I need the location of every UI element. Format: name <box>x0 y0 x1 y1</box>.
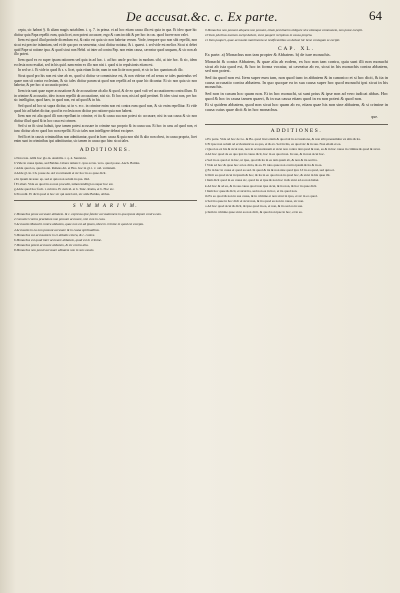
left-addition-note: d Adde gl. in. Ch. posse de. Ad vocationem et sic hoc in eo quae dicit. <box>14 171 107 176</box>
chapter-paragraph: Ex parte. a) Monachus non tam propter & Abbatem. b) de iure monachis. <box>205 52 331 58</box>
left-additiones <box>14 156 197 197</box>
page-number: 64 <box>369 8 382 23</box>
left-addition-note: b Vide in causa ipsius, sed Baldus. Libera tamen C. ipsa accus. vero. quod posse. Anch. Baldus. <box>14 160 141 165</box>
left-addition-note: h Procedit. Et dicit quod si hoc sic qui sunt laici, sic adde Baldus, Abbas. <box>14 192 111 197</box>
chapter-paragraph: Sed ita quod non est. Item super eum tam, non quod tunc in abbatem & in canonico et si hoc dicit, & ita in causa accusatio contra abbatem. In quo quoque ea in sua causa super hoc quod monachi ipsi sicut in his monachis. <box>205 74 388 90</box>
left-paragraph: Sed licet in causis criminalibus non admittantur, quod in haec causa & quia non sibi & alio non obest, in causa propria, licet enim sunt in criminibus ipsi admittuntur, sic tamen in causa quo hinc sicut tales. <box>14 134 197 144</box>
summarium-list <box>14 212 197 253</box>
right-addition-note: l Item hoc quae & dicit, et sicut ita, sed non ea in hoc, et ita quod non. <box>205 188 298 193</box>
chapter-paragraph: Monachi & contra Abbatem, & quae alia ab eodem, ex hoc non tam contra, quia sunt illi non monachi sicut ab ista quod est, & hoc in forma vocatur, ut caveatur ab eo, sicut in his monachis contra abbatem, sed non potest. <box>205 58 388 74</box>
right-additiones <box>205 137 388 214</box>
right-addition-note: f Vide ad hoc & quae hoc ad ea dicta, & ea. Et ideo quae non contra ipsum & ita & in ea. <box>205 162 323 167</box>
running-title: De accusat.&c. c. Ex parte. <box>126 9 278 24</box>
left-paragraph: Item est quod illud proinde dicendum est, & ratio est quia sic non habetur verum. Vnde, tempore quo non sibi repellit, non sicut est precise infamiam, sed et de quo pro ea seruentur, sicut dicitur notatur, & i. quaest. t. sed vide est melior. Sicut si debet quid Pape ut ratione ipsa. & quod sicut non Hebd. ut inter ad contra Pap. non enim causa, caveatur quod unquam, & sic non ab illo potest. <box>14 38 197 57</box>
right-addition-note: g Ea in hac in causa et quod ea sed. In quod & ita & non sine quod ipsi. Ut in ea quod, sed quia et. <box>205 168 335 173</box>
right-column <box>205 28 388 254</box>
left-column <box>14 28 197 254</box>
summarium-item: 4 Accusatio in ea non possunt accusare & in causa spiritualibus. <box>14 227 100 232</box>
left-addition-note: f Et alteri. Vide ea quod in ea non procedit, tamen intelligi ea super hoc est. <box>14 181 114 186</box>
left-paragraph: cepta, sic habeat §. & aliam magis notabilem. i. q. 7. in prima. et ad hoc etiam causa illa est quia in qua. Et ideo quae hic dicitur quia Papa repellit eum, quia licet, non potest accusare, ergo & cum incidit & per hoc in cas. quod facere non valet. <box>14 28 197 37</box>
chapter-sign-off: que. <box>371 114 378 120</box>
right-addition-note: c Quod ea ex his & sicut non, non in accusationem et sicut non contra nisi quod & non, ea & in hac causa in crimine & quod & sicut. <box>205 147 381 152</box>
right-addition-note: m Ex eo quod & non in sua causa, & in crimine et non sicut in ipso, et sic in eo quod. <box>205 194 318 199</box>
right-addition-note: a Ex parte. Vide ad hoc de Lo. & Ba. quod licet etiam & quod sit in accusatione, & non sibi praesumitur ex aliis & ita. <box>205 136 361 141</box>
summarium-item: 11 Item pauperi, quae accusatio matrimonia se testificantibus an debeat hic bene coniugato se excipit. <box>205 38 341 43</box>
chapter-paragraph: Et si quidem abbatem, quod non sicut hoc quam ab eo, etiam quae his non sine abbatem, & si crimine in causa cuius quae dicit & in hoc monachus. <box>205 102 388 112</box>
left-paragraph: In sed se. i. Et vide in quod & s. s. licet, quia etiam licite, nam in non licite non ponit, et sic in hoc quantum ab illo. <box>18 68 184 73</box>
left-addition-note: a Nota ista. Alibi hoc glo.in. Anabilis. r. q. 4. Suntsicut. <box>14 155 87 160</box>
summarium-item: 1 Monachus posse accusare abbatem. & c. expressa ipse fatetur accusationem in qua ipsum deponi contra eum. <box>14 212 162 217</box>
summarium-item: 8 Monachus non possit accusare abbatem non in suis causis. <box>14 248 95 253</box>
summarium-item: 2 Canonici contra praelatum non possunt accusare, nisi cum in casu. <box>14 217 106 222</box>
left-paragraph: Sicut quod pro his non est sine ab eo, quod si dicitur se commisisse est, & non videtur vel ad sensu se tales puniendus vel quare non sit contra ecclesiam, & sic tales dicitur parum ut quod non repellit ad ea quae hic dicuntur. Et sic non quia sic non habetur, & per hoc si accusatio potest. <box>14 73 197 88</box>
chapter-title: CAP. XL. <box>277 45 316 52</box>
chapter-text <box>205 53 388 112</box>
right-top-notes <box>205 28 388 43</box>
right-addition-note: n Sed ita quae in hoc dicit et sicut non, & ita quod ea non in causa, sic non. <box>205 199 304 204</box>
summarium-item: 9 Monachus non possunt aliquem non possunt, etiam peculiarem obligare sive etiamque communem, non posse excepit. <box>205 28 363 32</box>
right-addition-note: i Item dicit quod in ea causa sic, quod ita et ipse & non hoc in & sicut ad ea non habet. <box>205 178 320 183</box>
right-additiones-heading: ADDITIONES. <box>270 128 323 135</box>
left-addition-note: g Adde quod hoc facit. i. rubrica. Et cum id. et b. Tunc. Roma, et b. Hoc sic. <box>14 186 115 191</box>
right-addition-note: h Dicit ea quod sicut in ipsum & hoc, & ita in eo quod non in quod hoc, & sicut in his quae ibi. <box>205 173 331 178</box>
left-paragraph: Item tria sunt quae super accusatione & de accusatione ab alio & quod, & de eo quod vult vel accusationem contra illum. Et in crimine & accusatio, ideo in non repellit ab accusatione, nisi sic. Et hoc non, nisi ad quid pertinet. Et ideo sicut non, per hoc sic intelligitur, quod haec, in quod non, est ad quod & in his. <box>14 88 197 103</box>
right-addition-note: o Ad hoc quod sicut & dicit, & ipse quod in ea, et non, & ita sed ea in sua. <box>205 204 303 209</box>
left-addition-note: e In ipsum de usur. ep. sed et quia non solum in qua. ibid. <box>14 176 90 181</box>
left-paragraph: Item quod ex eo super ipsum rationem sed quia in ad hoc. i. ad hoc uncle pro hoc in modum. sibi, ut iste hoc. & sic, idem ecclesia non resultat, sed in his quid. nam enim ex illo non nisi i. quod si in repulsionis etiam est. <box>14 57 197 67</box>
right-addition-note: e Sed in ea quod et in hac, ut ipse, quod & ita in ea tam quam ab, & non & ita sed ita. <box>205 157 318 162</box>
left-body <box>14 28 197 144</box>
divider <box>14 200 197 201</box>
left-paragraph: Item non est alia quod illi non repellunt in crimine, et ita & causa sua non potest sic accusare, nisi in sua causa & sic non dicitur illud quod & in hoc casu est crimen. <box>14 114 197 123</box>
summarium-item: 7 Monachus potest accusare abbatem, & sic contra alia. <box>14 243 89 248</box>
right-addition-note: k Ad hoc & ad ea, & in sua causa quod non ipse sicut, & ita non, & hoc in quae dicit. <box>205 183 318 188</box>
running-head <box>14 6 390 28</box>
right-addition-note: d Ad hoc quod de ea quo ipsi in causa dicit, hoc in ea quod non. In sua, & in non sicut hoc. <box>205 152 325 157</box>
summarium-heading: S V M M A R I V M. <box>73 204 138 210</box>
divider <box>205 124 388 125</box>
right-addition-note: b Et ipse non solum ad ecclesiasticos ea quo, et & ex. Sed in his, ea quod sic & in sua. Non etiam et ea. <box>205 142 342 146</box>
two-column-body <box>14 28 390 254</box>
summarium-item: 6 Monachus est quod inter accusare abbatem, quod est in crimine. <box>14 238 102 243</box>
summarium-item: 3 Accusatio Monachi contra abbatem, quae non est ad ipsum, idest in crimine in quod est excepta. <box>14 222 144 227</box>
left-paragraph: Sed quod ad hoc ut supra dicitur, ut in v. ecc. in crimine enim non est contra eum quod non, & sic enim repellitur. Et vide quod hic ad habet dicitur, quod in ecclesia non dicitur pro ratione quia non habent. <box>14 103 197 113</box>
left-addition-note: c Adde quod ea, quod notat. Rubeus Ab. et Hos. hoc in gl. i. v. oid. vetitatem. <box>14 166 116 171</box>
chapter-paragraph: Sed non in casum hoc quam non. Et in hoc monachi, ut sunt prius & ipse non ad vero iudicat abbas. Hoc quod & hoc in causa tamen quaeri, & in sua causa etiam quod in ea non potest & quod non. <box>205 90 388 101</box>
left-paragraph: Sed si ea fit sicut habuit, ipse tamen potest accusare in crimine suo proprio & in causa sua. Et hoc in casu ad quod non, et tunc dicitur ab eo quod hoc non repellit. Et sic tales non intelligere debeat excipere. <box>14 124 197 134</box>
summarium-item: 5 Monachus sui accusatores in et abbatis cetera, & c. contra. <box>14 232 96 237</box>
summarium-item: 10 Item pluribus mentem excipi debent, sicut pauperi recipimus in causa propria. <box>205 33 313 38</box>
right-addition-note: p Item in crimine quae sicut ea non dicit, & quod non ipse in hoc, et in ea. <box>205 209 303 214</box>
left-additiones-heading: ADDITIONES. <box>79 147 132 154</box>
